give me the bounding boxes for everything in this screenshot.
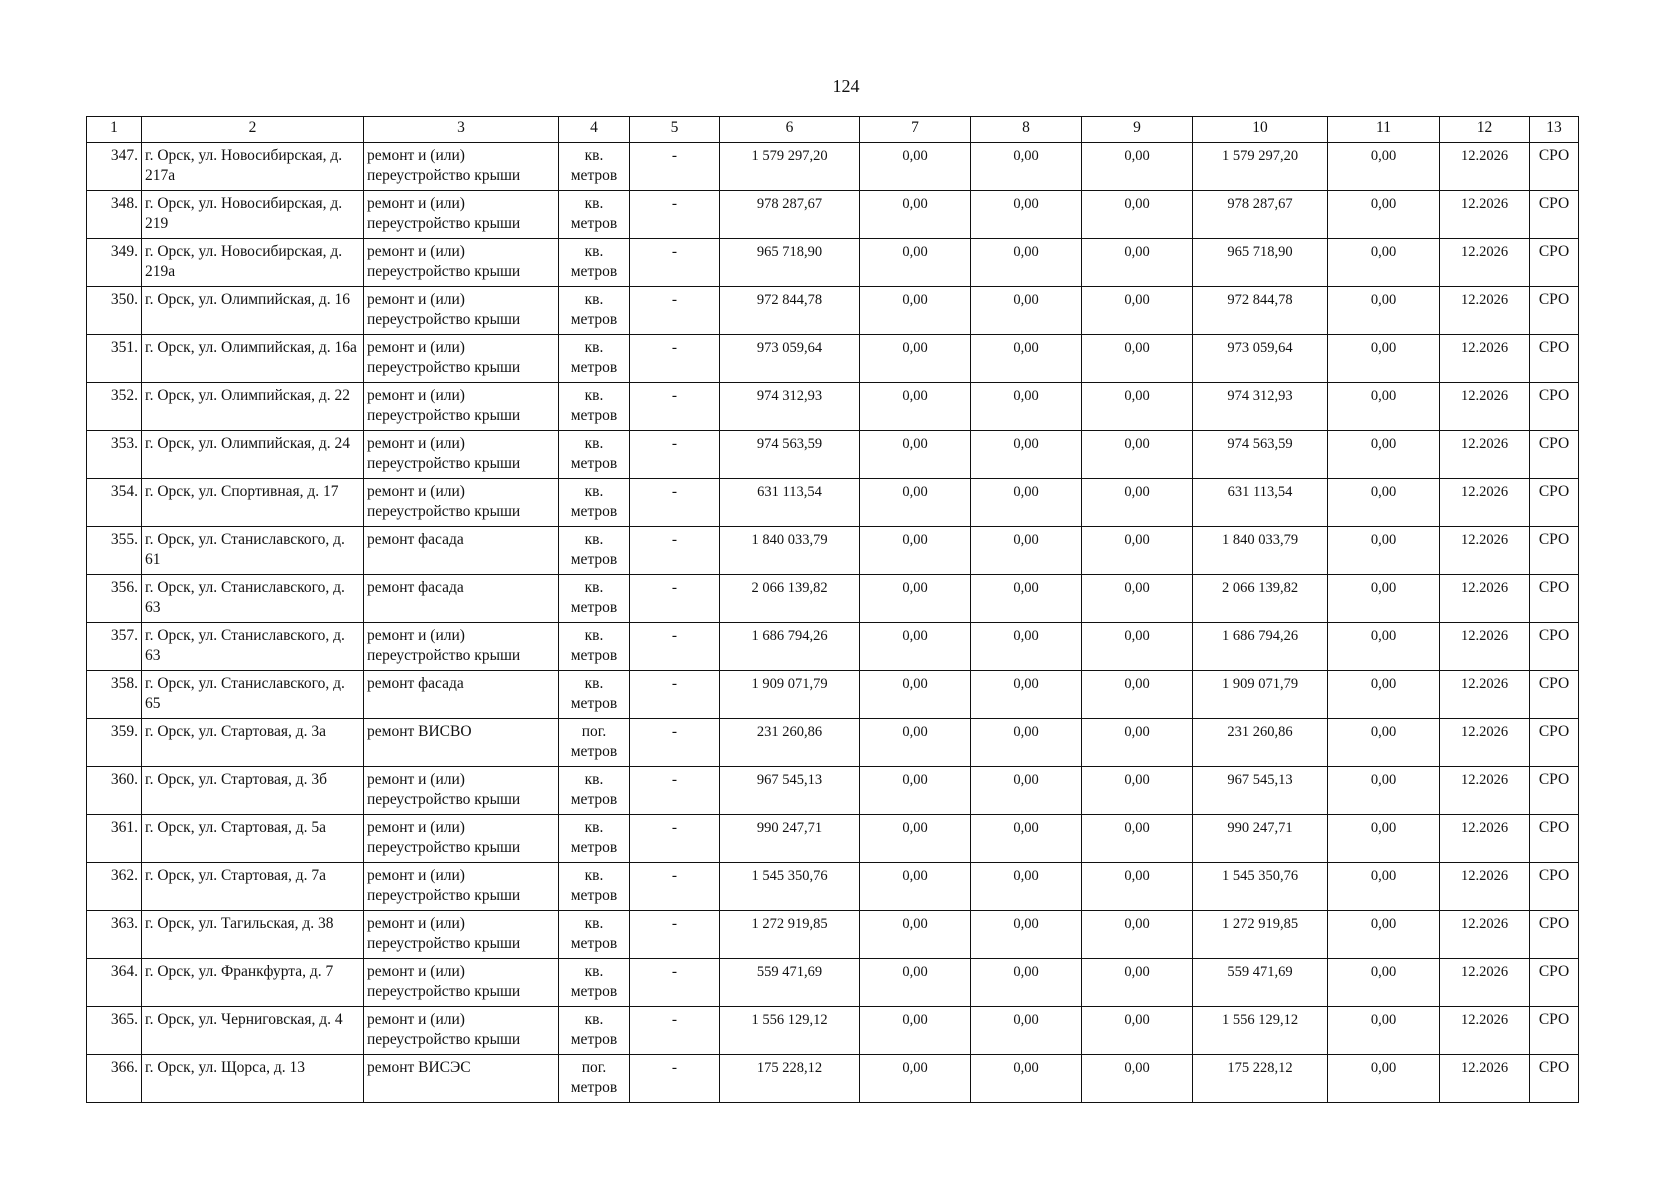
- cell-completion-date: 12.2026: [1440, 959, 1530, 1007]
- cell-unit: кв. метров: [559, 479, 630, 527]
- cell-cost-fund-3: 0,00: [1082, 527, 1193, 575]
- cell-cost-other: 0,00: [1328, 575, 1440, 623]
- cell-address: г. Орск, ул. Щорса, д. 13: [142, 1055, 364, 1103]
- cell-cost-fund-1: 0,00: [860, 1007, 971, 1055]
- cell-cell-dash: -: [630, 191, 720, 239]
- cell-unit: кв. метров: [559, 191, 630, 239]
- cell-work-type: ремонт и (или) переустройство крыши: [364, 431, 559, 479]
- cell-cost-other: 0,00: [1328, 623, 1440, 671]
- cell-completion-date: 12.2026: [1440, 383, 1530, 431]
- cell-unit: кв. метров: [559, 815, 630, 863]
- cell-cost-owners: 967 545,13: [1193, 767, 1328, 815]
- cell-cost-fund-3: 0,00: [1082, 239, 1193, 287]
- cell-row-number: 361.: [87, 815, 142, 863]
- cell-unit: кв. метров: [559, 959, 630, 1007]
- cell-cost-fund-2: 0,00: [971, 863, 1082, 911]
- table-row: [87, 527, 1579, 575]
- cell-unit: кв. метров: [559, 335, 630, 383]
- cell-work-type: ремонт и (или) переустройство крыши: [364, 479, 559, 527]
- cell-row-number: 360.: [87, 767, 142, 815]
- column-header: 1: [87, 117, 142, 143]
- cell-cost-fund-2: 0,00: [971, 767, 1082, 815]
- cell-cost-total: 965 718,90: [720, 239, 860, 287]
- cell-cost-other: 0,00: [1328, 911, 1440, 959]
- cell-cost-owners: 559 471,69: [1193, 959, 1328, 1007]
- cell-cost-total: 231 260,86: [720, 719, 860, 767]
- cell-cost-fund-2: 0,00: [971, 287, 1082, 335]
- column-header: 6: [720, 117, 860, 143]
- cell-cost-total: 1 579 297,20: [720, 143, 860, 191]
- cell-address: г. Орск, ул. Олимпийская, д. 16а: [142, 335, 364, 383]
- cell-cost-total: 1 556 129,12: [720, 1007, 860, 1055]
- cell-cost-fund-3: 0,00: [1082, 1055, 1193, 1103]
- cell-cell-dash: -: [630, 479, 720, 527]
- table-row: [87, 1055, 1579, 1103]
- cell-cost-fund-1: 0,00: [860, 671, 971, 719]
- cell-work-type: ремонт и (или) переустройство крыши: [364, 287, 559, 335]
- cell-cost-owners: 1 579 297,20: [1193, 143, 1328, 191]
- cell-cost-fund-1: 0,00: [860, 143, 971, 191]
- cell-method: СРО: [1530, 527, 1579, 575]
- column-header: 10: [1193, 117, 1328, 143]
- cell-completion-date: 12.2026: [1440, 815, 1530, 863]
- cell-cell-dash: -: [630, 815, 720, 863]
- cell-cost-owners: 631 113,54: [1193, 479, 1328, 527]
- cell-completion-date: 12.2026: [1440, 479, 1530, 527]
- cell-cost-other: 0,00: [1328, 1055, 1440, 1103]
- cell-cost-owners: 1 686 794,26: [1193, 623, 1328, 671]
- column-header: 4: [559, 117, 630, 143]
- cell-row-number: 359.: [87, 719, 142, 767]
- cell-cost-owners: 1 545 350,76: [1193, 863, 1328, 911]
- cell-cost-fund-3: 0,00: [1082, 863, 1193, 911]
- cell-unit: кв. метров: [559, 575, 630, 623]
- cell-cost-fund-1: 0,00: [860, 479, 971, 527]
- cell-cost-total: 967 545,13: [720, 767, 860, 815]
- cell-unit: кв. метров: [559, 671, 630, 719]
- cell-row-number: 358.: [87, 671, 142, 719]
- cell-cost-fund-2: 0,00: [971, 575, 1082, 623]
- cell-cost-other: 0,00: [1328, 191, 1440, 239]
- table-row: [87, 911, 1579, 959]
- cell-work-type: ремонт ВИСЭС: [364, 1055, 559, 1103]
- cell-method: СРО: [1530, 191, 1579, 239]
- cell-completion-date: 12.2026: [1440, 335, 1530, 383]
- cell-cost-owners: 1 909 071,79: [1193, 671, 1328, 719]
- cell-cost-other: 0,00: [1328, 815, 1440, 863]
- cell-method: СРО: [1530, 959, 1579, 1007]
- cell-cost-fund-1: 0,00: [860, 239, 971, 287]
- cell-cost-fund-3: 0,00: [1082, 623, 1193, 671]
- column-header: 13: [1530, 117, 1579, 143]
- cell-unit: пог. метров: [559, 1055, 630, 1103]
- cell-cost-fund-2: 0,00: [971, 335, 1082, 383]
- cell-method: СРО: [1530, 575, 1579, 623]
- table-row: [87, 959, 1579, 1007]
- cell-cost-fund-1: 0,00: [860, 719, 971, 767]
- cell-row-number: 354.: [87, 479, 142, 527]
- cell-cost-fund-2: 0,00: [971, 191, 1082, 239]
- cell-cost-other: 0,00: [1328, 143, 1440, 191]
- cell-cost-fund-3: 0,00: [1082, 431, 1193, 479]
- cell-address: г. Орск, ул. Черниговская, д. 4: [142, 1007, 364, 1055]
- cell-cost-other: 0,00: [1328, 527, 1440, 575]
- cell-cost-other: 0,00: [1328, 479, 1440, 527]
- cell-unit: кв. метров: [559, 527, 630, 575]
- cell-cost-owners: 990 247,71: [1193, 815, 1328, 863]
- column-header: 2: [142, 117, 364, 143]
- cell-method: СРО: [1530, 671, 1579, 719]
- cell-cost-total: 973 059,64: [720, 335, 860, 383]
- column-header: 3: [364, 117, 559, 143]
- cell-cost-total: 974 563,59: [720, 431, 860, 479]
- cell-method: СРО: [1530, 287, 1579, 335]
- cell-cost-fund-3: 0,00: [1082, 191, 1193, 239]
- column-header: 11: [1328, 117, 1440, 143]
- table-row: [87, 335, 1579, 383]
- cell-cost-other: 0,00: [1328, 335, 1440, 383]
- cell-cost-fund-3: 0,00: [1082, 575, 1193, 623]
- cell-work-type: ремонт фасада: [364, 527, 559, 575]
- cell-cost-fund-2: 0,00: [971, 1007, 1082, 1055]
- cell-cost-fund-1: 0,00: [860, 527, 971, 575]
- cell-address: г. Орск, ул. Станиславского, д. 65: [142, 671, 364, 719]
- cell-cost-fund-3: 0,00: [1082, 335, 1193, 383]
- cell-row-number: 364.: [87, 959, 142, 1007]
- cell-cell-dash: -: [630, 623, 720, 671]
- cell-row-number: 350.: [87, 287, 142, 335]
- cell-method: СРО: [1530, 767, 1579, 815]
- cell-work-type: ремонт и (или) переустройство крыши: [364, 143, 559, 191]
- cell-cost-total: 990 247,71: [720, 815, 860, 863]
- cell-address: г. Орск, ул. Олимпийская, д. 24: [142, 431, 364, 479]
- cell-completion-date: 12.2026: [1440, 767, 1530, 815]
- cell-cost-fund-1: 0,00: [860, 335, 971, 383]
- cell-cost-total: 1 840 033,79: [720, 527, 860, 575]
- table-row: [87, 671, 1579, 719]
- column-header: 7: [860, 117, 971, 143]
- table-row: [87, 719, 1579, 767]
- cell-cost-other: 0,00: [1328, 431, 1440, 479]
- cell-cell-dash: -: [630, 239, 720, 287]
- cell-work-type: ремонт и (или) переустройство крыши: [364, 815, 559, 863]
- table-row: [87, 143, 1579, 191]
- cell-cost-other: 0,00: [1328, 1007, 1440, 1055]
- cell-cost-fund-3: 0,00: [1082, 287, 1193, 335]
- cell-cost-fund-1: 0,00: [860, 575, 971, 623]
- cell-cost-fund-2: 0,00: [971, 431, 1082, 479]
- cell-cell-dash: -: [630, 287, 720, 335]
- cell-cost-fund-2: 0,00: [971, 383, 1082, 431]
- table-row: [87, 767, 1579, 815]
- cell-cell-dash: -: [630, 959, 720, 1007]
- cell-work-type: ремонт фасада: [364, 671, 559, 719]
- cell-cost-total: 978 287,67: [720, 191, 860, 239]
- cell-completion-date: 12.2026: [1440, 431, 1530, 479]
- cell-address: г. Орск, ул. Новосибирская, д. 219: [142, 191, 364, 239]
- cell-cost-fund-3: 0,00: [1082, 1007, 1193, 1055]
- cell-work-type: ремонт и (или) переустройство крыши: [364, 959, 559, 1007]
- cell-cost-owners: 978 287,67: [1193, 191, 1328, 239]
- cell-cell-dash: -: [630, 863, 720, 911]
- cell-completion-date: 12.2026: [1440, 527, 1530, 575]
- cell-cost-fund-2: 0,00: [971, 143, 1082, 191]
- cell-address: г. Орск, ул. Стартовая, д. 7а: [142, 863, 364, 911]
- cell-cost-total: 631 113,54: [720, 479, 860, 527]
- cell-cost-fund-3: 0,00: [1082, 719, 1193, 767]
- cell-unit: кв. метров: [559, 143, 630, 191]
- cell-completion-date: 12.2026: [1440, 863, 1530, 911]
- cell-unit: кв. метров: [559, 383, 630, 431]
- table-body: [87, 143, 1579, 1103]
- cell-address: г. Орск, ул. Олимпийская, д. 16: [142, 287, 364, 335]
- cell-work-type: ремонт и (или) переустройство крыши: [364, 623, 559, 671]
- cell-cost-fund-3: 0,00: [1082, 671, 1193, 719]
- cell-address: г. Орск, ул. Станиславского, д. 61: [142, 527, 364, 575]
- cell-method: СРО: [1530, 479, 1579, 527]
- cell-completion-date: 12.2026: [1440, 623, 1530, 671]
- cell-row-number: 353.: [87, 431, 142, 479]
- cell-method: СРО: [1530, 431, 1579, 479]
- column-header: 9: [1082, 117, 1193, 143]
- cell-cost-other: 0,00: [1328, 719, 1440, 767]
- cell-cost-fund-1: 0,00: [860, 863, 971, 911]
- cell-address: г. Орск, ул. Франкфурта, д. 7: [142, 959, 364, 1007]
- cell-cost-fund-1: 0,00: [860, 767, 971, 815]
- cell-completion-date: 12.2026: [1440, 1007, 1530, 1055]
- cell-work-type: ремонт и (или) переустройство крыши: [364, 239, 559, 287]
- cell-method: СРО: [1530, 863, 1579, 911]
- column-header: 5: [630, 117, 720, 143]
- cell-completion-date: 12.2026: [1440, 1055, 1530, 1103]
- cell-work-type: ремонт и (или) переустройство крыши: [364, 335, 559, 383]
- cell-cost-owners: 974 312,93: [1193, 383, 1328, 431]
- cell-cost-total: 974 312,93: [720, 383, 860, 431]
- cell-row-number: 365.: [87, 1007, 142, 1055]
- cell-row-number: 357.: [87, 623, 142, 671]
- cell-cost-fund-2: 0,00: [971, 719, 1082, 767]
- cell-method: СРО: [1530, 623, 1579, 671]
- cell-work-type: ремонт и (или) переустройство крыши: [364, 863, 559, 911]
- cell-method: СРО: [1530, 815, 1579, 863]
- cell-completion-date: 12.2026: [1440, 911, 1530, 959]
- cell-cost-fund-2: 0,00: [971, 623, 1082, 671]
- cell-cost-other: 0,00: [1328, 767, 1440, 815]
- cell-row-number: 362.: [87, 863, 142, 911]
- cell-cost-other: 0,00: [1328, 863, 1440, 911]
- cell-cost-owners: 965 718,90: [1193, 239, 1328, 287]
- cell-cost-total: 175 228,12: [720, 1055, 860, 1103]
- cell-method: СРО: [1530, 335, 1579, 383]
- cell-cost-other: 0,00: [1328, 239, 1440, 287]
- cell-cost-owners: 1 840 033,79: [1193, 527, 1328, 575]
- cell-row-number: 349.: [87, 239, 142, 287]
- cell-cost-fund-1: 0,00: [860, 191, 971, 239]
- cell-method: СРО: [1530, 1055, 1579, 1103]
- cell-row-number: 356.: [87, 575, 142, 623]
- table-row: [87, 383, 1579, 431]
- cell-unit: кв. метров: [559, 623, 630, 671]
- table-row: [87, 1007, 1579, 1055]
- cell-unit: кв. метров: [559, 911, 630, 959]
- cell-completion-date: 12.2026: [1440, 671, 1530, 719]
- cell-completion-date: 12.2026: [1440, 239, 1530, 287]
- cell-cell-dash: -: [630, 1055, 720, 1103]
- cell-work-type: ремонт и (или) переустройство крыши: [364, 767, 559, 815]
- cell-address: г. Орск, ул. Станиславского, д. 63: [142, 575, 364, 623]
- cell-row-number: 366.: [87, 1055, 142, 1103]
- cell-unit: кв. метров: [559, 431, 630, 479]
- cell-cell-dash: -: [630, 431, 720, 479]
- cell-cost-owners: 231 260,86: [1193, 719, 1328, 767]
- cell-method: СРО: [1530, 383, 1579, 431]
- cell-cost-fund-2: 0,00: [971, 479, 1082, 527]
- cell-cost-owners: 2 066 139,82: [1193, 575, 1328, 623]
- cell-cost-fund-1: 0,00: [860, 623, 971, 671]
- cell-completion-date: 12.2026: [1440, 143, 1530, 191]
- cell-address: г. Орск, ул. Олимпийская, д. 22: [142, 383, 364, 431]
- cell-cost-total: 1 909 071,79: [720, 671, 860, 719]
- cell-cost-total: 2 066 139,82: [720, 575, 860, 623]
- cell-cost-fund-1: 0,00: [860, 1055, 971, 1103]
- column-header: 12: [1440, 117, 1530, 143]
- cell-cost-other: 0,00: [1328, 383, 1440, 431]
- cell-method: СРО: [1530, 143, 1579, 191]
- cell-work-type: ремонт ВИСВО: [364, 719, 559, 767]
- cell-cost-owners: 1 272 919,85: [1193, 911, 1328, 959]
- table-row: [87, 479, 1579, 527]
- cell-cost-fund-2: 0,00: [971, 815, 1082, 863]
- cell-cost-fund-2: 0,00: [971, 527, 1082, 575]
- cell-cost-total: 559 471,69: [720, 959, 860, 1007]
- page-number: 124: [832, 76, 860, 96]
- cell-cost-owners: 972 844,78: [1193, 287, 1328, 335]
- cell-cost-fund-1: 0,00: [860, 431, 971, 479]
- table-row: [87, 287, 1579, 335]
- cell-row-number: 351.: [87, 335, 142, 383]
- cell-cost-fund-3: 0,00: [1082, 383, 1193, 431]
- cell-row-number: 347.: [87, 143, 142, 191]
- cell-method: СРО: [1530, 239, 1579, 287]
- cell-cost-owners: 175 228,12: [1193, 1055, 1328, 1103]
- cell-cell-dash: -: [630, 575, 720, 623]
- cell-cost-fund-2: 0,00: [971, 959, 1082, 1007]
- cell-cost-fund-2: 0,00: [971, 1055, 1082, 1103]
- cell-completion-date: 12.2026: [1440, 191, 1530, 239]
- cell-cell-dash: -: [630, 143, 720, 191]
- cell-cost-fund-3: 0,00: [1082, 767, 1193, 815]
- table-row: [87, 239, 1579, 287]
- cell-cost-fund-2: 0,00: [971, 239, 1082, 287]
- cell-cost-owners: 973 059,64: [1193, 335, 1328, 383]
- cell-cost-fund-2: 0,00: [971, 671, 1082, 719]
- cell-unit: кв. метров: [559, 239, 630, 287]
- cell-work-type: ремонт и (или) переустройство крыши: [364, 1007, 559, 1055]
- cell-cost-fund-1: 0,00: [860, 287, 971, 335]
- cell-cost-total: 1 272 919,85: [720, 911, 860, 959]
- cell-address: г. Орск, ул. Стартовая, д. 3а: [142, 719, 364, 767]
- table-row: [87, 575, 1579, 623]
- cell-cell-dash: -: [630, 671, 720, 719]
- cell-method: СРО: [1530, 719, 1579, 767]
- header-row: [87, 117, 1579, 143]
- cell-cost-total: 1 545 350,76: [720, 863, 860, 911]
- cell-unit: кв. метров: [559, 863, 630, 911]
- cell-cost-fund-1: 0,00: [860, 383, 971, 431]
- cell-cost-other: 0,00: [1328, 671, 1440, 719]
- works-table: [86, 116, 1579, 1103]
- cell-completion-date: 12.2026: [1440, 575, 1530, 623]
- table-row: [87, 863, 1579, 911]
- cell-cost-fund-3: 0,00: [1082, 959, 1193, 1007]
- cell-cost-fund-3: 0,00: [1082, 479, 1193, 527]
- cell-cell-dash: -: [630, 719, 720, 767]
- cell-cell-dash: -: [630, 1007, 720, 1055]
- cell-cost-owners: 1 556 129,12: [1193, 1007, 1328, 1055]
- cell-cost-other: 0,00: [1328, 287, 1440, 335]
- cell-cost-fund-3: 0,00: [1082, 143, 1193, 191]
- cell-unit: кв. метров: [559, 287, 630, 335]
- cell-cell-dash: -: [630, 383, 720, 431]
- cell-address: г. Орск, ул. Новосибирская, д. 219а: [142, 239, 364, 287]
- cell-completion-date: 12.2026: [1440, 287, 1530, 335]
- cell-work-type: ремонт и (или) переустройство крыши: [364, 191, 559, 239]
- cell-address: г. Орск, ул. Станиславского, д. 63: [142, 623, 364, 671]
- cell-cell-dash: -: [630, 911, 720, 959]
- cell-cost-fund-3: 0,00: [1082, 911, 1193, 959]
- cell-completion-date: 12.2026: [1440, 719, 1530, 767]
- cell-row-number: 348.: [87, 191, 142, 239]
- cell-cost-other: 0,00: [1328, 959, 1440, 1007]
- cell-row-number: 363.: [87, 911, 142, 959]
- cell-work-type: ремонт и (или) переустройство крыши: [364, 383, 559, 431]
- cell-cost-fund-1: 0,00: [860, 911, 971, 959]
- cell-work-type: ремонт и (или) переустройство крыши: [364, 911, 559, 959]
- cell-method: СРО: [1530, 1007, 1579, 1055]
- table-row: [87, 623, 1579, 671]
- cell-address: г. Орск, ул. Стартовая, д. 3б: [142, 767, 364, 815]
- cell-cost-fund-2: 0,00: [971, 911, 1082, 959]
- cell-cost-owners: 974 563,59: [1193, 431, 1328, 479]
- cell-cost-fund-3: 0,00: [1082, 815, 1193, 863]
- cell-cell-dash: -: [630, 335, 720, 383]
- cell-address: г. Орск, ул. Новосибирская, д. 217а: [142, 143, 364, 191]
- cell-cost-fund-1: 0,00: [860, 959, 971, 1007]
- cell-address: г. Орск, ул. Тагильская, д. 38: [142, 911, 364, 959]
- cell-cost-total: 1 686 794,26: [720, 623, 860, 671]
- cell-unit: пог. метров: [559, 719, 630, 767]
- cell-address: г. Орск, ул. Спортивная, д. 17: [142, 479, 364, 527]
- table-row: [87, 431, 1579, 479]
- cell-cell-dash: -: [630, 767, 720, 815]
- column-header: 8: [971, 117, 1082, 143]
- cell-work-type: ремонт фасада: [364, 575, 559, 623]
- cell-unit: кв. метров: [559, 767, 630, 815]
- cell-cost-total: 972 844,78: [720, 287, 860, 335]
- cell-cost-fund-1: 0,00: [860, 815, 971, 863]
- cell-row-number: 355.: [87, 527, 142, 575]
- table-row: [87, 815, 1579, 863]
- cell-method: СРО: [1530, 911, 1579, 959]
- cell-cell-dash: -: [630, 527, 720, 575]
- cell-row-number: 352.: [87, 383, 142, 431]
- cell-address: г. Орск, ул. Стартовая, д. 5а: [142, 815, 364, 863]
- table-row: [87, 191, 1579, 239]
- cell-unit: кв. метров: [559, 1007, 630, 1055]
